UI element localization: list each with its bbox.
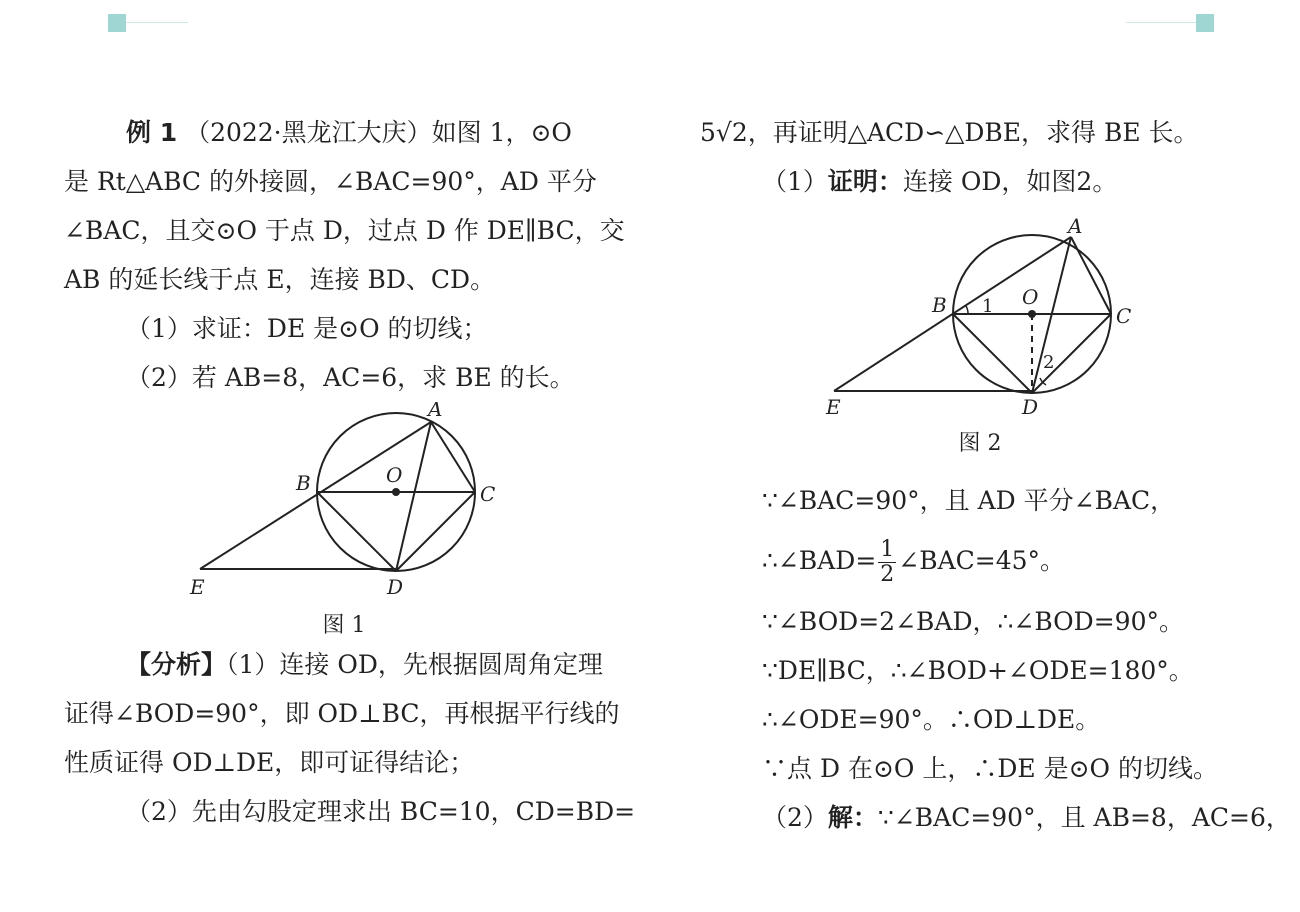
figure-1-caption: 图 1 bbox=[322, 613, 366, 638]
angle-1-arc bbox=[966, 306, 968, 314]
label-c: C bbox=[480, 482, 496, 506]
problem-line: （2）若 AB=8，AC=6，求 BE 的长。 bbox=[126, 363, 575, 392]
proof-step: ∵DE∥BC，∴∠BOD+∠ODE=180°。 bbox=[762, 656, 1194, 685]
segment-ac bbox=[1071, 237, 1111, 314]
proof-step: ∵∠BOD=2∠BAD，∴∠BOD=90°。 bbox=[762, 607, 1184, 636]
label-o: O bbox=[386, 463, 403, 487]
segment-bd bbox=[953, 314, 1032, 393]
label-c: C bbox=[1116, 304, 1132, 328]
figure-1 bbox=[64, 402, 624, 640]
problem-line: 是 Rt△ABC 的外接圆，∠BAC=90°，AD 平分 bbox=[64, 167, 597, 196]
figure-2-caption: 图 2 bbox=[958, 431, 1002, 456]
label-e: E bbox=[190, 575, 205, 599]
problem-line: AB 的延长线于点 E，连接 BD、CD。 bbox=[64, 265, 496, 294]
label-a: A bbox=[1068, 214, 1083, 238]
solve-heading bbox=[700, 793, 1291, 842]
label-b: B bbox=[932, 293, 947, 317]
proof-label: 证明： bbox=[827, 167, 903, 196]
corner-line-right bbox=[1126, 22, 1196, 23]
corner-line-left bbox=[126, 22, 188, 23]
problem-line: （2022·黑龙江大庆）如图 1，⊙O bbox=[185, 118, 572, 147]
label-d: D bbox=[387, 575, 404, 599]
analysis-label: 【分析】 bbox=[126, 650, 227, 679]
solve-label: 解： bbox=[827, 803, 878, 832]
solve-prefix: （2） bbox=[762, 803, 828, 832]
proof-prefix: （1） bbox=[762, 167, 828, 196]
step2-prefix: ∴∠BAD= bbox=[762, 546, 877, 575]
label-angle-1: 1 bbox=[982, 296, 994, 317]
center-dot bbox=[392, 488, 400, 496]
center-dot bbox=[1028, 310, 1036, 318]
fraction-denominator: 2 bbox=[880, 562, 895, 587]
fraction-one-half bbox=[878, 538, 896, 587]
analysis-heading bbox=[64, 640, 624, 689]
proof-heading bbox=[700, 157, 1260, 206]
left-column bbox=[64, 108, 636, 836]
fraction-numerator: 1 bbox=[880, 537, 895, 562]
label-e: E bbox=[826, 395, 841, 416]
segment-ac bbox=[431, 422, 475, 492]
analysis-line: 证得∠BOD=90°，即 OD⊥BC，再根据平行线的 bbox=[64, 699, 620, 728]
analysis-line: （2）先由勾股定理求出 BC=10，CD=BD= bbox=[126, 797, 636, 826]
segment-cd bbox=[396, 492, 475, 571]
corner-mark-right bbox=[1196, 14, 1214, 32]
label-o: O bbox=[1022, 285, 1039, 309]
analysis-line: 性质证得 OD⊥DE，即可证得结论； bbox=[64, 748, 475, 777]
figure-2 bbox=[700, 206, 1260, 476]
label-a: A bbox=[428, 402, 443, 421]
example-heading bbox=[64, 108, 624, 157]
figure-1-diagram bbox=[64, 402, 624, 602]
proof-step-fraction bbox=[700, 525, 1260, 597]
label-angle-2: 2 bbox=[1043, 352, 1055, 373]
proof-text: 连接 OD，如图2。 bbox=[902, 167, 1118, 196]
figure-2-diagram bbox=[700, 206, 1260, 416]
label-b: B bbox=[296, 471, 311, 495]
continued-line: 5√2，再证明△ACD∽△DBE，求得 BE 长。 bbox=[700, 118, 1199, 147]
proof-step: ∵点 D 在⊙O 上，∴DE 是⊙O 的切线。 bbox=[762, 754, 1218, 783]
segment-ad bbox=[396, 422, 431, 571]
segment-bd bbox=[317, 492, 396, 571]
label-d: D bbox=[1022, 395, 1039, 416]
step2-suffix: ∠BAC=45°。 bbox=[898, 546, 1066, 575]
example-label: 例 1 bbox=[126, 118, 178, 147]
solve-text: ∵∠BAC=90°，且 AB=8，AC=6， bbox=[877, 803, 1291, 832]
problem-line: ∠BAC，且交⊙O 于点 D，过点 D 作 DE∥BC，交 bbox=[64, 216, 625, 245]
proof-step: ∵∠BAC=90°，且 AD 平分∠BAC， bbox=[762, 486, 1176, 515]
proof-step: ∴∠ODE=90°。∴OD⊥DE。 bbox=[762, 705, 1101, 734]
right-column bbox=[700, 108, 1291, 842]
problem-line: （1）求证：DE 是⊙O 的切线； bbox=[126, 314, 488, 343]
analysis-line: （1）连接 OD，先根据圆周角定理 bbox=[226, 650, 603, 679]
corner-mark-left bbox=[108, 14, 126, 32]
